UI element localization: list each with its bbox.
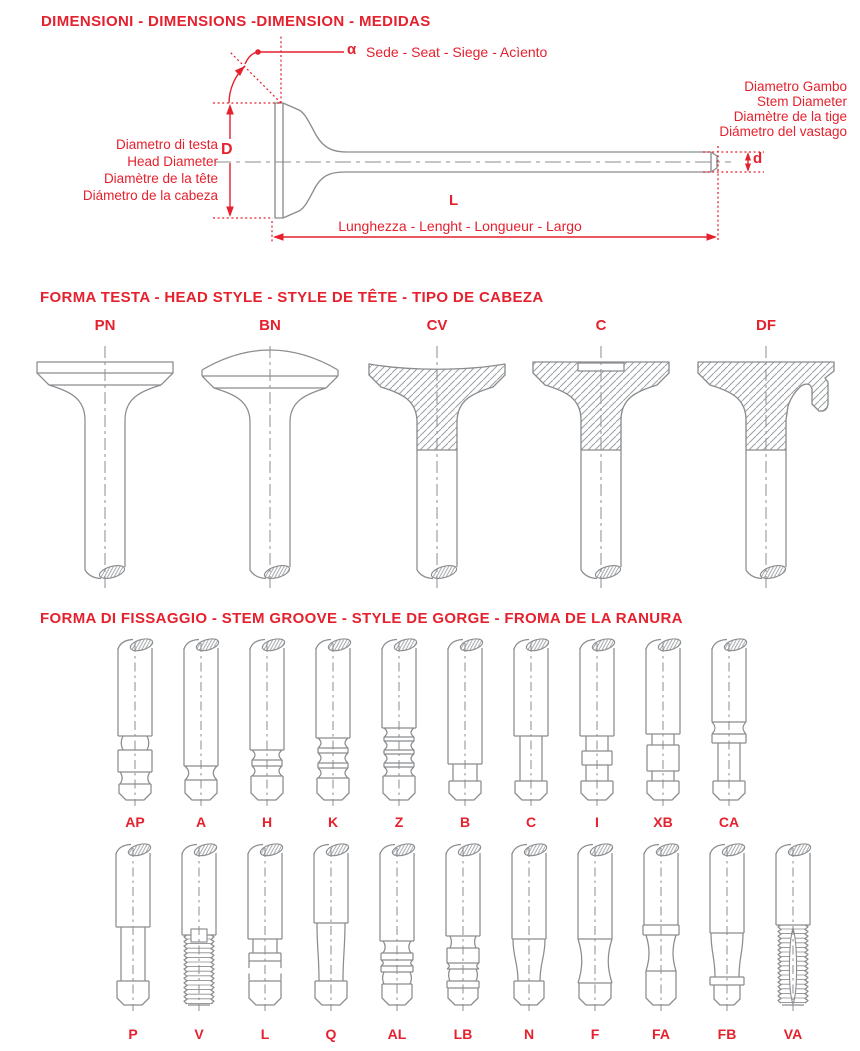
stem-groove-label-ap: AP [125, 814, 145, 830]
stem-top-hatch [325, 843, 350, 858]
stem-grooves-section-title: FORMA DI FISSAGGIO - STEM GROOVE - STYLE DE GORGE - FROMA DE LA RANURA [40, 610, 683, 627]
stem-top-hatch [259, 843, 284, 858]
stem-top-hatch [127, 843, 152, 858]
stem-cut-hatch [594, 563, 622, 581]
stem-groove-label-ca: CA [718, 814, 740, 830]
stem-groove-h-drawing [250, 638, 286, 806]
stem-groove-n-drawing [512, 843, 548, 1011]
head-diameter-label: Diametro di testa Head Diameter Diamètre de la tête Diámetro de la cabeza [82, 137, 218, 203]
stem-groove-lb-drawing [446, 843, 482, 1011]
stem-cut-hatch [98, 563, 126, 581]
stem-top-hatch [655, 843, 680, 858]
head-style-figures [0, 338, 860, 600]
stem-top-hatch [459, 638, 484, 653]
stem-diameter-symbol: d [753, 150, 763, 167]
stem-top-hatch [525, 638, 550, 653]
stem-groove-label-fb: FB [717, 1026, 737, 1042]
stem-groove-a-drawing [184, 638, 220, 806]
valve-head-df-drawing [698, 346, 834, 588]
stem-groove-k-drawing [316, 638, 352, 806]
stem-groove-fb-drawing [710, 843, 746, 1011]
stem-top-hatch [589, 843, 614, 858]
stem-groove-ca-drawing [712, 638, 748, 806]
stem-groove-label-b: B [459, 814, 471, 830]
stem-groove-label-xb: XB [653, 814, 673, 830]
stem-groove-f-drawing [578, 843, 614, 1011]
stem-groove-p-drawing [116, 843, 152, 1011]
stem-groove-label-l: L [260, 1026, 270, 1042]
seat-angle-symbol: α [347, 41, 357, 58]
stem-top-hatch [393, 638, 418, 653]
stem-top-hatch [327, 638, 352, 653]
stem-top-hatch [195, 638, 220, 653]
head-diameter-symbol: D [221, 141, 233, 158]
length-symbol: L [449, 192, 459, 209]
stem-cut-hatch [263, 563, 291, 581]
stem-groove-q-drawing [314, 843, 350, 1011]
stem-groove-label-z: Z [394, 814, 404, 830]
stem-groove-label-q: Q [325, 1026, 337, 1042]
stem-groove-label-k: K [327, 814, 339, 830]
head-styles-section-title: FORMA TESTA - HEAD STYLE - STYLE DE TÊTE - TIPO DE CABEZA [40, 289, 544, 306]
stem-groove-i-drawing [580, 638, 616, 806]
stem-top-hatch [129, 638, 154, 653]
head-style-label-bn: BN [259, 317, 281, 334]
stem-groove-al-drawing [380, 843, 416, 1011]
head-style-label-df: DF [756, 317, 776, 334]
stem-groove-label-c: C [525, 814, 537, 830]
stem-groove-label-lb: LB [453, 1026, 473, 1042]
stem-groove-xb-drawing [646, 638, 682, 806]
arc-arrowhead [235, 63, 248, 76]
stem-top-hatch [657, 638, 682, 653]
stem-top-hatch [261, 638, 286, 653]
stem-diameter-label: Diametro Gambo Stem Diameter Diamètre de la tige Diámetro del vastago [719, 79, 847, 139]
stem-top-hatch [523, 843, 548, 858]
valve-head-bn-drawing [202, 346, 338, 588]
stem-groove-row1-figures [0, 638, 860, 812]
stem-top-hatch [391, 843, 416, 858]
stem-top-hatch [723, 638, 748, 653]
stem-groove-label-h: H [261, 814, 273, 830]
valve-head-pn-drawing [37, 346, 173, 588]
stem-top-hatch [193, 843, 218, 858]
seat-label: Sede - Seat - Siege - Acìento [366, 44, 548, 60]
head-style-label-c: C [595, 317, 607, 334]
stem-groove-label-p: P [128, 1026, 138, 1042]
valve-head-c-drawing [533, 346, 669, 588]
stem-groove-ap-drawing [118, 638, 154, 806]
length-label: Lunghezza - Lenght - Longueur - Largo [338, 218, 582, 234]
stem-groove-v-drawing [182, 843, 218, 1011]
stem-groove-label-f: F [590, 1026, 600, 1042]
stem-groove-label-v: V [194, 1026, 204, 1042]
stem-groove-fa-drawing [643, 843, 680, 1011]
stem-top-hatch [787, 843, 812, 858]
leader-dot [255, 49, 261, 55]
valve-head-rim [275, 103, 283, 218]
stem-groove-row2-figures [0, 843, 860, 1017]
stem-groove-label-al: AL [387, 1026, 407, 1042]
stem-groove-label-fa: FA [652, 1026, 670, 1042]
stem-groove-label-n: N [523, 1026, 535, 1042]
stem-groove-l-drawing [248, 843, 284, 1011]
stem-cut-hatch [430, 563, 458, 581]
stem-groove-label-a: A [195, 814, 207, 830]
stem-groove-b-drawing [448, 638, 484, 806]
head-style-label-cv: CV [426, 317, 448, 334]
stem-groove-z-drawing [382, 638, 418, 806]
stem-groove-va-drawing [776, 843, 812, 1011]
stem-groove-label-va: VA [783, 1026, 803, 1042]
head-style-label-pn: PN [94, 317, 116, 334]
stem-groove-label-i: I [595, 814, 599, 830]
stem-top-hatch [591, 638, 616, 653]
stem-cut-hatch [759, 563, 787, 581]
stem-groove-c-drawing [514, 638, 550, 806]
dimensions-section-title: DIMENSIONI - DIMENSIONS -DIMENSION - MEDIDAS [41, 13, 431, 30]
stem-top-hatch [721, 843, 746, 858]
valve-head-cv-drawing [369, 346, 505, 588]
stem-top-hatch [457, 843, 482, 858]
